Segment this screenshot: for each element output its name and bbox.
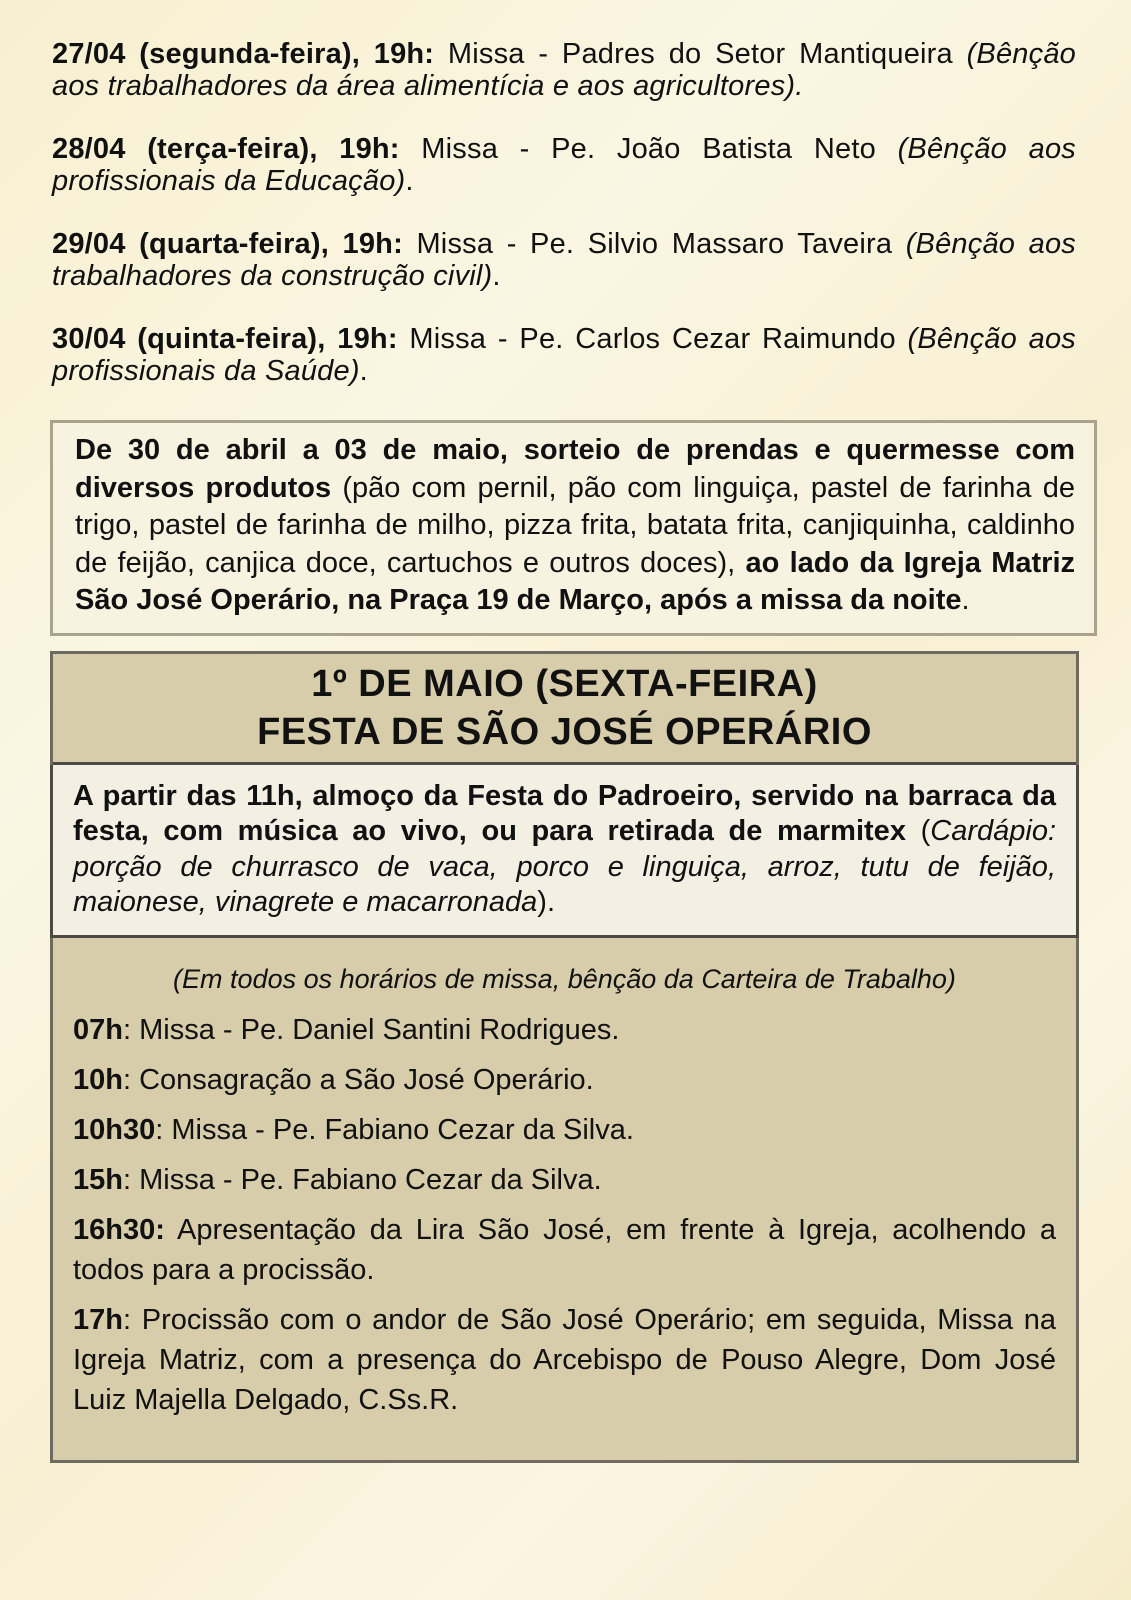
festa-lunch bbox=[50, 765, 1079, 938]
schedule-sep: : bbox=[122, 1303, 132, 1336]
schedule-text: Procissão com o andor de São José Operário; em seguida, Missa na Igreja Matriz, com a presença do Arcebispo de Pouso Alegre, Dom José Luiz Majella Delgado, C.Ss.R. bbox=[73, 1303, 1056, 1416]
entry-date: 28/04 (terça-feira), 19h: bbox=[52, 133, 400, 165]
lunch-description: A partir das 11h, almoço da Festa do Padroeiro, servido na barraca da festa, com música ao vivo, ou para retirada de marmitex bbox=[73, 779, 1056, 847]
lunch-open: ( bbox=[905, 815, 931, 847]
entry-text: Missa - Pe. Silvio Massaro Taveira bbox=[402, 228, 906, 260]
schedule-item bbox=[73, 1210, 1056, 1290]
schedule-time: 07h bbox=[73, 1013, 123, 1046]
schedule-text: Missa - Pe. Daniel Santini Rodrigues. bbox=[131, 1013, 620, 1046]
entry-end: . bbox=[359, 355, 368, 387]
schedule-item bbox=[73, 1110, 1056, 1150]
schedule-sep: : bbox=[122, 1063, 132, 1096]
entry-end: . bbox=[492, 260, 501, 292]
schedule-sep: : bbox=[122, 1163, 132, 1196]
mass-entry-30-04 bbox=[52, 323, 1076, 387]
schedule-time: 16h30: bbox=[73, 1213, 165, 1246]
entry-text: Missa - Pe. João Batista Neto bbox=[399, 133, 898, 165]
quermesse-box bbox=[50, 420, 1097, 636]
entry-blessing: (Bênção aos profissionais da Saúde) bbox=[52, 323, 1077, 387]
entry-text: Missa - Pe. Carlos Cezar Raimundo bbox=[397, 323, 908, 355]
schedule-sep: : bbox=[155, 1113, 164, 1146]
schedule-time: 10h30 bbox=[73, 1113, 156, 1146]
schedule-item bbox=[73, 1060, 1056, 1100]
schedule-sep: : bbox=[122, 1013, 132, 1046]
festa-schedule bbox=[53, 938, 1076, 1460]
schedule-time: 17h bbox=[73, 1303, 123, 1336]
mass-entry-29-04 bbox=[52, 228, 1076, 292]
entry-blessing: (Bênção aos trabalhadores da construção civil) bbox=[52, 228, 1076, 292]
mass-entry-28-04 bbox=[52, 133, 1076, 197]
quermesse-products: (pão com pernil, pão com linguiça, pastel de farinha de trigo, pastel de farinha de milho, pizza frita, batata frita, canjiquinha, caldinho de feijão, canjica doce, cartuchos e outros doces), bbox=[75, 471, 1075, 579]
schedule-text: Consagração a São José Operário. bbox=[131, 1063, 594, 1096]
schedule-note: (Em todos os horários de missa, bênção da Carteira de Trabalho) bbox=[173, 963, 956, 994]
festa-box bbox=[50, 651, 1079, 1463]
schedule-time: 10h bbox=[73, 1063, 123, 1096]
entry-end: . bbox=[405, 165, 414, 197]
entry-date: 29/04 (quarta-feira), 19h: bbox=[52, 228, 403, 260]
schedule-text: Missa - Pe. Fabiano Cezar da Silva. bbox=[131, 1163, 602, 1196]
festa-title-date: 1º DE MAIO (SEXTA-FEIRA) bbox=[311, 662, 818, 705]
entry-blessing: (Bênção aos profissionais da Educação) bbox=[52, 133, 1076, 197]
entry-blessing: (Bênção aos trabalhadores da área alimentícia e aos agricultores). bbox=[52, 38, 1076, 102]
entry-text: Missa - Padres do Setor Mantiqueira bbox=[434, 38, 967, 70]
schedule-text: Apresentação da Lira São José, em frente à Igreja, acolhendo a todos para a procissão. bbox=[73, 1213, 1056, 1286]
festa-title-name: FESTA DE SÃO JOSÉ OPERÁRIO bbox=[257, 710, 872, 753]
schedule-item bbox=[73, 1300, 1056, 1420]
schedule-item bbox=[73, 1160, 1056, 1200]
schedule-text: Missa - Pe. Fabiano Cezar da Silva. bbox=[163, 1113, 634, 1146]
program-page bbox=[52, 38, 1076, 1463]
quermesse-end: . bbox=[961, 584, 970, 616]
lunch-close: ). bbox=[537, 886, 555, 918]
schedule-item bbox=[73, 1010, 1056, 1050]
quermesse-location: ao lado da Igreja Matriz São José Operário, na Praça 19 de Março, após a missa da noite bbox=[75, 546, 1075, 616]
quermesse-intro: De 30 de abril a 03 de maio, sorteio de prendas e quermesse com diversos produtos bbox=[75, 434, 1075, 504]
festa-header bbox=[53, 654, 1076, 765]
mass-entry-27-04 bbox=[52, 38, 1076, 102]
schedule-time: 15h bbox=[73, 1163, 123, 1196]
lunch-menu: Cardápio: porção de churrasco de vaca, porco e linguiça, arroz, tutu de feijão, maionese, vinagrete e macarronada bbox=[73, 815, 1057, 918]
entry-date: 27/04 (segunda-feira), 19h: bbox=[52, 38, 435, 70]
entry-date: 30/04 (quinta-feira), 19h: bbox=[52, 323, 398, 355]
